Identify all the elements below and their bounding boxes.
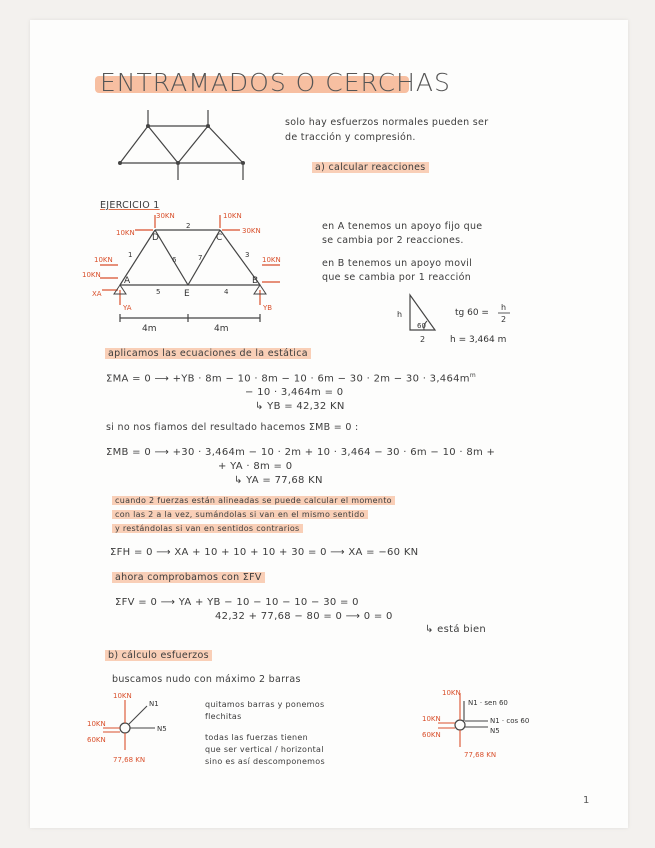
reaction-label-ya: YA xyxy=(123,304,132,312)
sum-moments-a-text: ΣMA = 0 ⟶ +YB · 8m − 10 · 8m − 10 · 6m − 30 · 2m − 30 · 3,464m xyxy=(106,373,470,385)
support-text-3: en B tenemos un apoyo movil xyxy=(322,258,473,269)
part-a-heading: a) calcular reacciones xyxy=(312,162,429,173)
sum-vertical-forces-line-1: ΣFV = 0 ⟶ YA + YB − 10 − 10 − 10 − 30 = 0 xyxy=(115,597,359,608)
page-title: ENTRAMADOS O CERCHAS xyxy=(100,68,451,97)
search-node-text: buscamos nudo con máximo 2 barras xyxy=(112,674,301,685)
node-a-free-body xyxy=(85,688,175,768)
sum-moments-b-result: ↳ YA = 77,68 KN xyxy=(234,475,323,486)
load-label-c-vertical: 10KN xyxy=(223,212,242,220)
bar-label-3: 3 xyxy=(245,251,250,259)
exercise-truss-figure xyxy=(80,210,300,340)
node-a-n5: N5 xyxy=(157,725,167,733)
bar-label-6: 6 xyxy=(172,256,177,264)
aligned-forces-note-3: y restándolas si van en sentidos contrarios xyxy=(112,524,303,533)
sum-moments-a-result: ↳ YB = 42,32 KN xyxy=(255,401,345,412)
node-a-reaction-ya: 77,68 KN xyxy=(113,756,146,764)
page-number: 1 xyxy=(583,795,590,806)
triangle-angle: 60 xyxy=(417,322,426,330)
sum-moments-b-line-1: ΣMB = 0 ⟶ +30 · 3,464m − 10 · 2m + 10 · 3,464 − 30 · 6m − 10 · 8m + xyxy=(106,447,496,458)
method-text-2: flechitas xyxy=(205,712,242,721)
span-label-right: 4m xyxy=(214,324,229,334)
load-label-d-vertical: 30KN xyxy=(156,212,175,220)
load-label-d-horizontal: 10KN xyxy=(116,229,135,237)
node-a-decomposed xyxy=(420,685,570,765)
intro-line-1: solo hay esfuerzos normales pueden ser xyxy=(285,117,489,128)
load-label-a-lower: 10KN xyxy=(82,271,101,279)
aligned-forces-note-1: cuando 2 fuerzas están alineadas se puede calcular el momento xyxy=(112,496,395,505)
reaction-label-yb: YB xyxy=(263,304,273,312)
load-label-b-upper: 10KN xyxy=(262,256,281,264)
support-text-1: en A tenemos un apoyo fijo que xyxy=(322,221,483,232)
node-label-e: E xyxy=(184,289,190,299)
support-text-4: que se cambia por 1 reacción xyxy=(322,272,472,283)
sum-horizontal-forces: ΣFH = 0 ⟶ XA + 10 + 10 + 10 + 30 = 0 ⟶ XA = −60 KN xyxy=(110,547,419,558)
node-label-c: C xyxy=(216,233,223,243)
bar-label-5: 5 xyxy=(156,288,161,296)
bar-label-2: 2 xyxy=(186,222,191,230)
check-note: si no nos fiamos del resultado hacemos ΣMB = 0 : xyxy=(106,422,359,433)
sum-moments-a-line-2: − 10 · 3,464m = 0 xyxy=(245,387,344,398)
load-label-a-upper: 10KN xyxy=(94,256,113,264)
node-a-load-xa: 60KN xyxy=(87,736,106,744)
intro-truss-figure xyxy=(108,108,258,188)
method-text-5: sino es así descomponemos xyxy=(205,757,325,766)
method-text-1: quitamos barras y ponemos xyxy=(205,700,325,709)
span-label-left: 4m xyxy=(142,324,157,334)
method-text-3: todas las fuerzas tienen xyxy=(205,733,309,742)
node-a2-load-left: 10KN xyxy=(422,715,441,723)
bar-label-1: 1 xyxy=(128,251,133,259)
load-label-c-horizontal: 30KN xyxy=(242,227,261,235)
node-a2-n1-cos: N1 · cos 60 xyxy=(490,717,530,725)
tg-fraction-top: h xyxy=(501,303,507,312)
equilibrium-heading: aplicamos las ecuaciones de la estática xyxy=(105,348,311,359)
vertical-check-heading: ahora comprobamos con ΣFV xyxy=(112,572,265,583)
support-text-2: se cambia por 2 reacciones. xyxy=(322,235,464,246)
reaction-label-xa: XA xyxy=(92,290,102,298)
exercise-heading: EJERCICIO 1 xyxy=(100,200,160,211)
node-a-n1: N1 xyxy=(149,700,159,708)
sum-moments-a-line-1 xyxy=(106,372,476,384)
sum-vertical-forces-line-2: 42,32 + 77,68 − 80 = 0 ⟶ 0 = 0 xyxy=(215,611,393,622)
bar-label-7: 7 xyxy=(198,254,203,262)
intro-line-2: de tracción y compresión. xyxy=(285,132,416,143)
triangle-figure xyxy=(380,290,540,350)
part-b-heading: b) cálculo esfuerzos xyxy=(105,650,212,661)
bar-label-4: 4 xyxy=(224,288,229,296)
sum-moments-b-line-2: + YA · 8m = 0 xyxy=(218,461,293,472)
triangle-side-h: h xyxy=(397,310,403,319)
node-a2-n1-sin: N1 · sen 60 xyxy=(468,699,508,707)
node-a-load-top: 10KN xyxy=(113,692,132,700)
height-result: h = 3,464 m xyxy=(450,335,507,345)
method-text-4: que ser vertical / horizontal xyxy=(205,745,324,754)
node-label-b: B xyxy=(252,276,259,286)
aligned-forces-note-2: con las 2 a la vez, sumándolas si van en el mismo sentido xyxy=(112,510,368,519)
node-label-d: D xyxy=(152,233,159,243)
node-label-a: A xyxy=(124,276,131,286)
tg-expression: tg 60 = xyxy=(455,308,489,318)
node-a2-n5: N5 xyxy=(490,727,500,735)
node-a-load-left: 10KN xyxy=(87,720,106,728)
sum-vertical-forces-check: ↳ está bien xyxy=(425,624,487,635)
triangle-base: 2 xyxy=(420,335,426,344)
node-a2-reaction-ya: 77,68 KN xyxy=(464,751,497,759)
node-a2-load-top: 10KN xyxy=(442,689,461,697)
tg-fraction-bottom: 2 xyxy=(501,315,507,324)
node-a2-load-xa: 60KN xyxy=(422,731,441,739)
sum-moments-a-sup: m xyxy=(469,372,476,379)
